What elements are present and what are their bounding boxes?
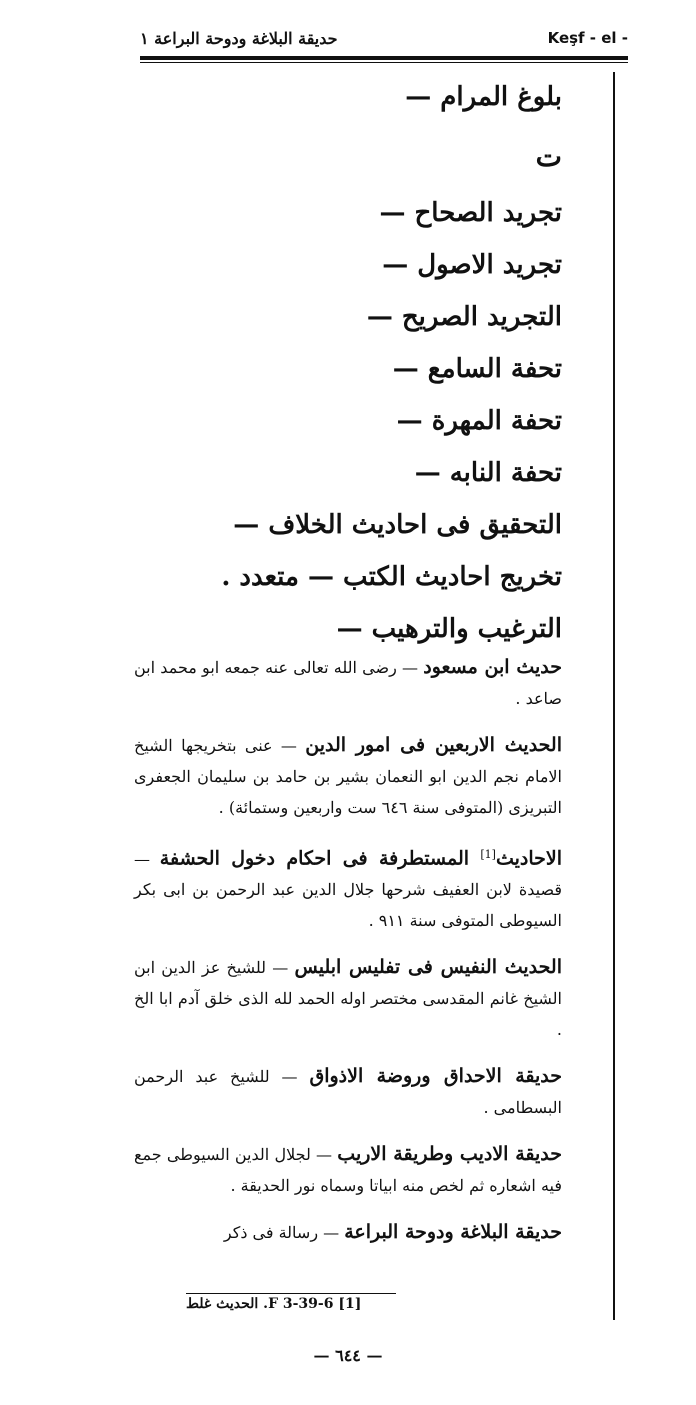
title-entry: تجريد الصحاح — <box>379 198 562 228</box>
header-rule-thin <box>140 62 628 63</box>
entry-title: حديقة البلاغة ودوحة البراعة <box>344 1221 562 1244</box>
entry <box>134 730 562 823</box>
entry-body: — رسالة فى ذكر <box>223 1223 340 1243</box>
title-list <box>142 80 562 664</box>
letter-heading: ت <box>535 140 562 173</box>
entry-title: حديقة الاحداق وروضة الاذواق <box>309 1065 563 1088</box>
entry <box>134 652 562 714</box>
title-entry: تجريد الاصول — <box>382 250 562 280</box>
title-entry: التحقيق فى احاديث الخلاف — <box>233 510 562 540</box>
footnote-marker: [1] <box>480 848 496 861</box>
entry-body: — لجلال الدين السيوطى جمع فيه اشعاره ثم لخص منه ابياتا وسماه نور الحديقة . <box>134 1145 562 1196</box>
title-entry: تحفة النابه — <box>414 458 562 488</box>
title-entry: تخريج احاديث الكتب — متعدد . <box>221 562 562 592</box>
footnote: [1] F 3-39-6. الحديث غلط <box>186 1296 362 1312</box>
footnote-rule <box>186 1293 396 1294</box>
header-rule <box>140 56 628 60</box>
short-title: Keşf - el - <box>547 29 628 47</box>
title-entry: تحفة المهرة — <box>396 406 562 436</box>
title-entry: بلوغ المرام — <box>405 82 562 112</box>
page-number: — ٦٤٤ — <box>313 1346 383 1365</box>
entry-body: — رضى الله تعالى عنه جمعه ابو محمد ابن صاعد . <box>134 658 562 708</box>
margin-line <box>613 72 615 1320</box>
entry-title: الحديث الاربعين فى امور الدين <box>305 734 562 756</box>
title-entry: التجريد الصريح — <box>366 302 562 332</box>
entry <box>134 839 562 936</box>
entry-title: الاحاديث <box>495 847 562 870</box>
entry-title-cont: المستطرفة فى احكام دخول الحشفة <box>159 847 481 870</box>
entry <box>134 1139 562 1201</box>
entry-body: — للشيخ عز الدين ابن الشيخ غانم المقدسى مختصر اوله الحمد لله الذى خلق آدم ابا الخ . <box>134 958 562 1040</box>
entry <box>134 952 562 1045</box>
entry-title: حديث ابن مسعود <box>423 656 562 678</box>
page-header <box>140 27 628 53</box>
entry <box>134 1217 562 1248</box>
entry-title: حديقة الاديب وطريقة الاريب <box>337 1143 562 1166</box>
entry-body: — للشيخ عبد الرحمن البسطامى . <box>134 1067 562 1118</box>
entry-body: — قصيدة لابن العفيف شرحها جلال الدين عبد الرحمن بن ابى بكر السيوطى المتوفى سنة ٩١١ . <box>134 849 562 931</box>
entry-title: الحديث النفيس فى تفليس ابليس <box>294 956 562 979</box>
bibliographic-entries <box>134 652 562 1264</box>
title-entry: تحفة السامع — <box>392 354 562 384</box>
entry-body: — عنى بتخريجها الشيخ الامام نجم الدين ابو النعمان بشير بن حامد بن سليمان الجعفرى التبريزى (المتوفى سنة ٦٤٦ ست واربعين وستمائة) . <box>134 736 562 817</box>
entry <box>134 1061 562 1123</box>
title-entry: الترغيب والترهيب — <box>336 614 562 644</box>
running-title: حديقة البلاغة ودوحة البراعة ١ <box>140 29 338 48</box>
